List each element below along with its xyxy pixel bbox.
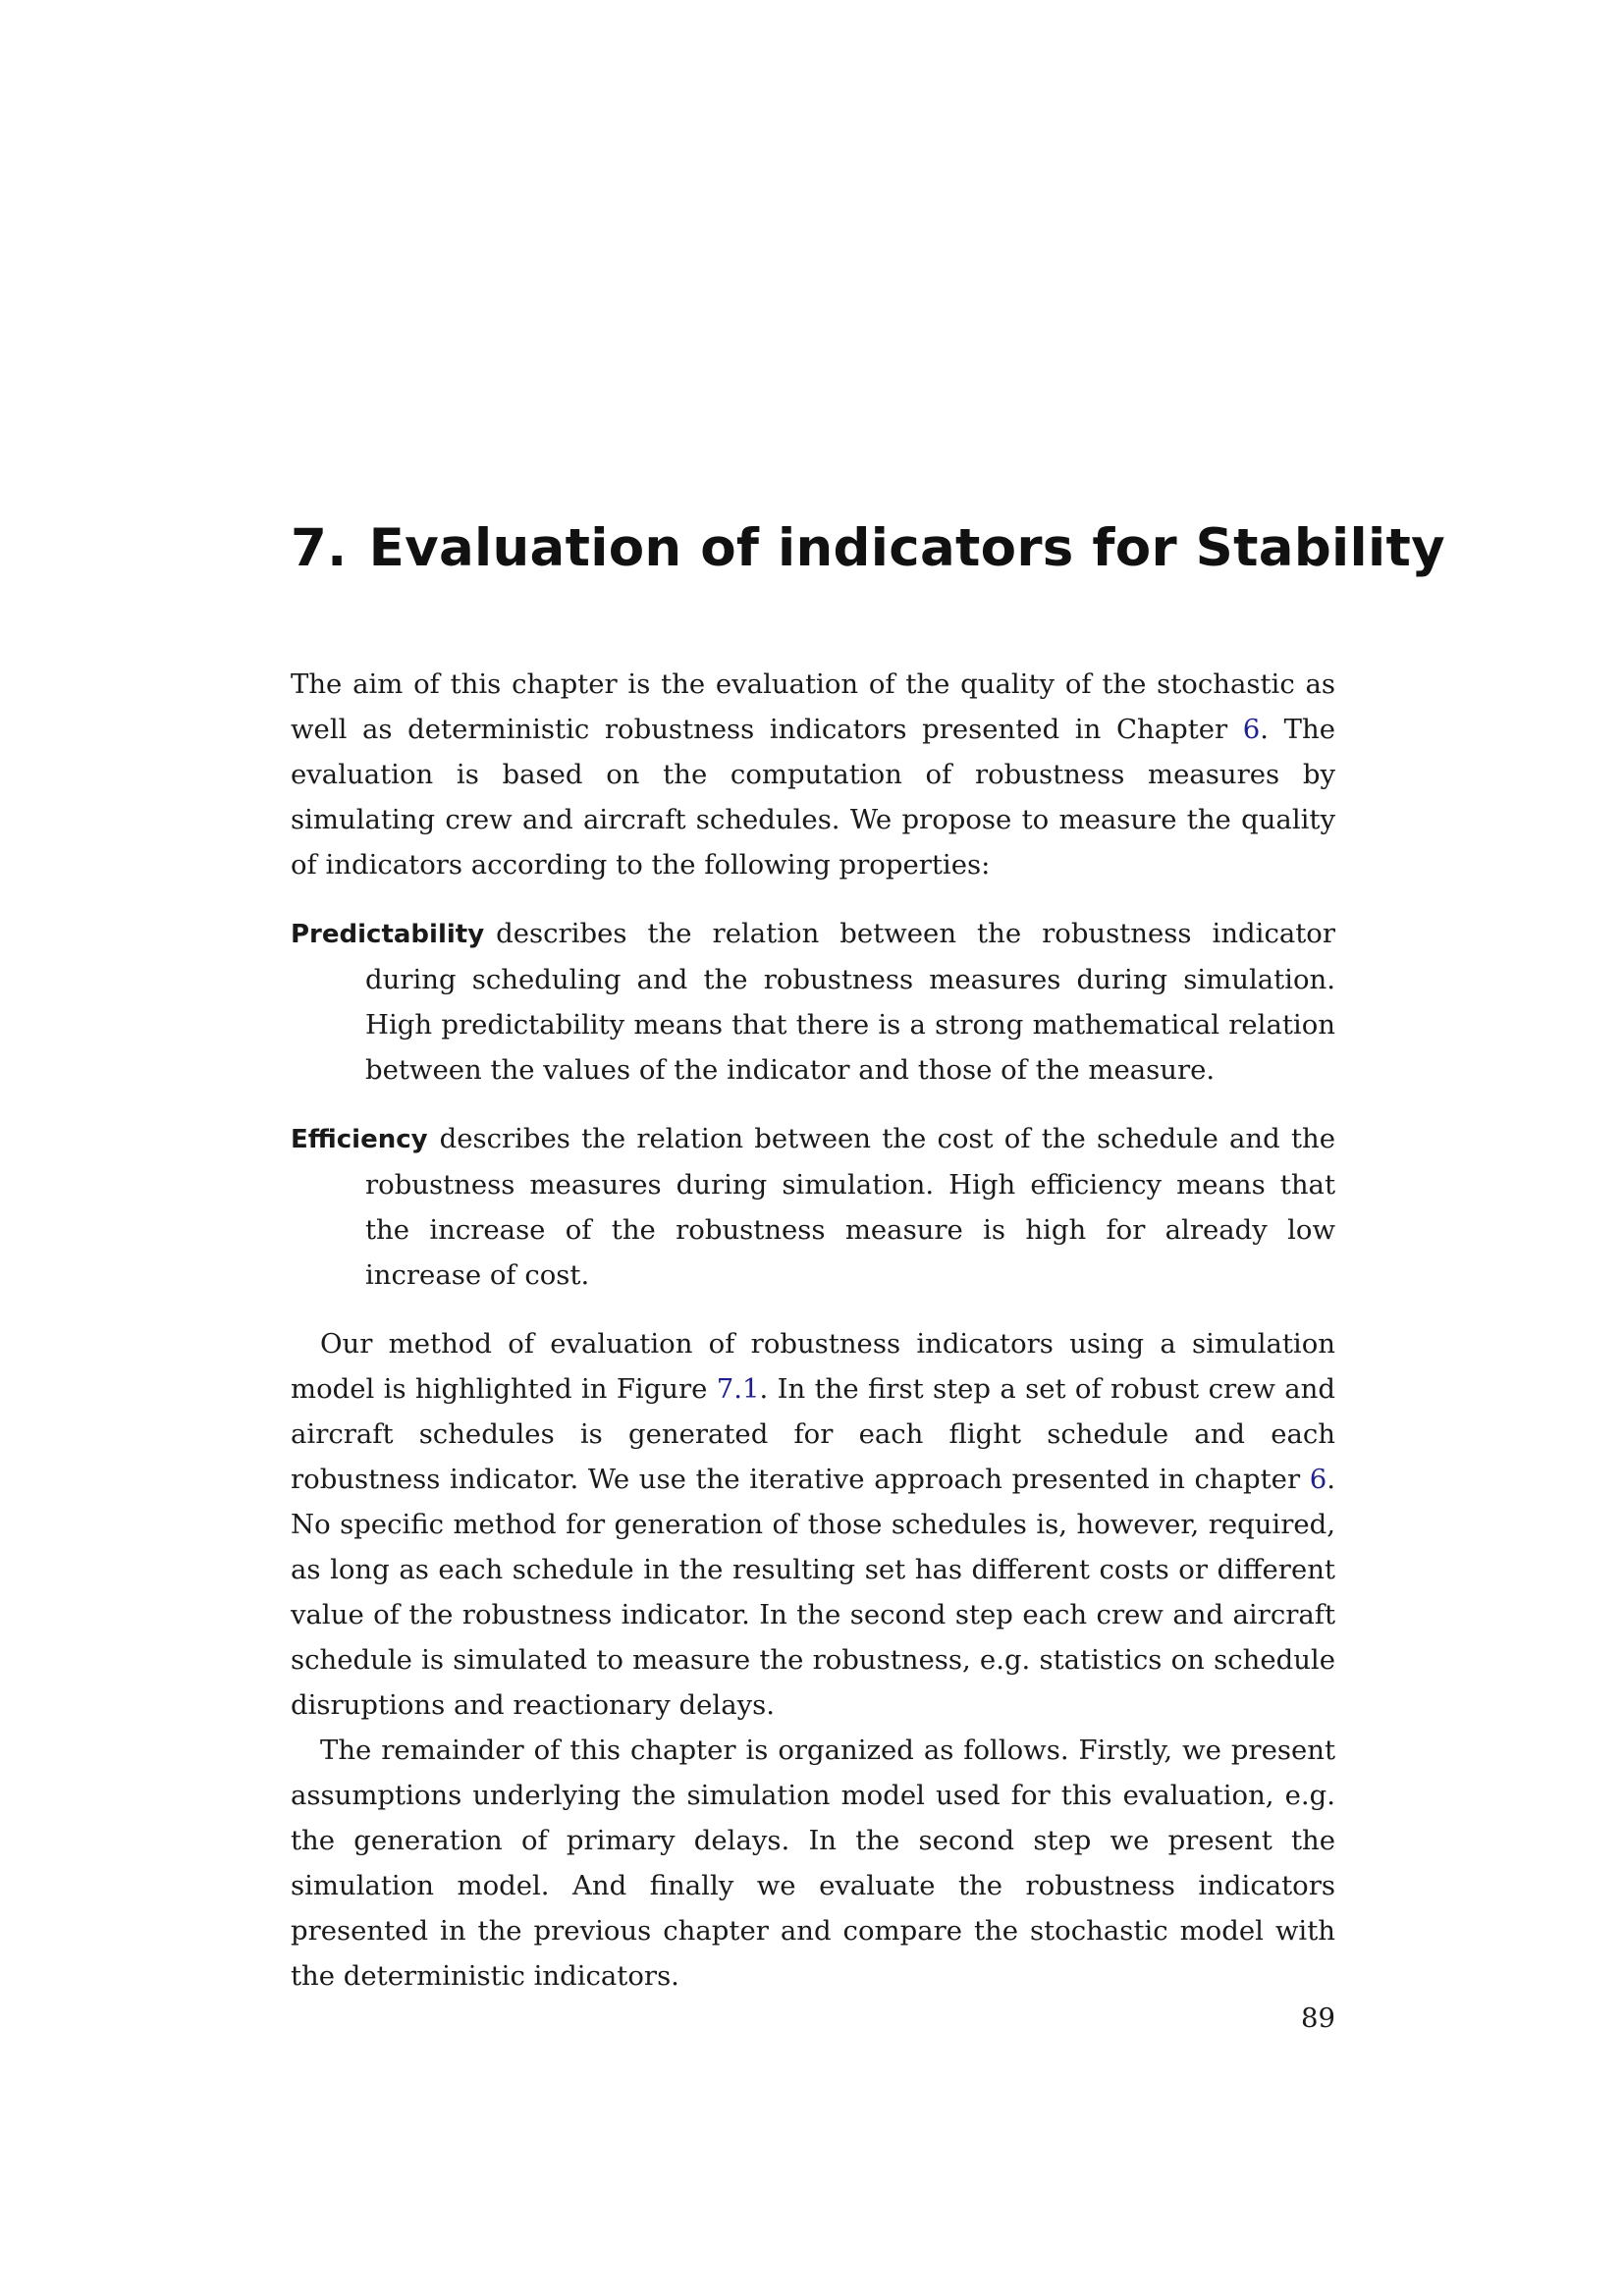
method-text-2: . In the first step a set of robust crew and aircraft schedules is generated for each flight schedule and each robustness indicator. We use the iterative approach presented in chapter [291, 1373, 1335, 1495]
property-description: describes the relation between the cost of the schedule and the robustness measures during simulation. High efficiency means that the increase of the robustness measure is high for already low increase of cost. [365, 1123, 1335, 1291]
property-item-predictability [291, 911, 1335, 1093]
method-paragraph [291, 1321, 1335, 1728]
intro-text-1: The aim of this chapter is the evaluation of the quality of the stochastic as well as deterministic robustness indicators presented in Chapter [291, 668, 1335, 745]
remainder-paragraph: The remainder of this chapter is organized as follows. Firstly, we present assumptions underlying the simulation model used for this evaluation, e.g. the generation of primary delays. In the second step we present the simulation model. And finally we evaluate the robustness indicators presented in the previous chapter and compare the stochastic model with the deterministic indicators. [291, 1735, 1335, 1992]
method-text-1: Our method of evaluation of robustness indicators using a simulation model is highlighted in Figure [291, 1328, 1335, 1405]
property-term: Efficiency [291, 1125, 428, 1154]
chapter-body [291, 662, 1335, 1999]
chapter-reference-link[interactable]: 6 [1242, 714, 1261, 745]
intro-text-2: . The evaluation is based on the computation of robustness measures by simulating crew and aircraft schedules. We propose to measure the quality of indicators according to the following properties: [291, 714, 1335, 881]
page-number: 89 [1301, 2002, 1335, 2034]
chapter-number: 7. [291, 518, 348, 578]
figure-reference-link[interactable]: 7.1 [716, 1373, 760, 1405]
chapter-title-text: Evaluation of indicators for Stability [368, 518, 1445, 578]
method-text-3: . No specific method for generation of those schedules is, however, required, as long as each schedule in the resulting set has different costs or different value of the robustness indicator. In the second step each crew and aircraft schedule is simulated to measure the robustness, e.g. statistics on schedule disruptions and reactionary delays. [291, 1464, 1335, 1721]
property-item-efficiency [291, 1116, 1335, 1298]
page [291, 0, 1445, 2296]
chapter-reference-link[interactable]: 6 [1309, 1464, 1327, 1495]
chapter-title [291, 518, 1445, 578]
property-term: Predictability [291, 920, 485, 949]
properties-list [291, 911, 1335, 1298]
property-description: describes the relation between the robustness indicator during scheduling and the robustness measures during simulation. High predictability means that there is a strong mathematical relation between the values of the indicator and those of the measure. [365, 918, 1335, 1086]
intro-paragraph [291, 662, 1335, 887]
